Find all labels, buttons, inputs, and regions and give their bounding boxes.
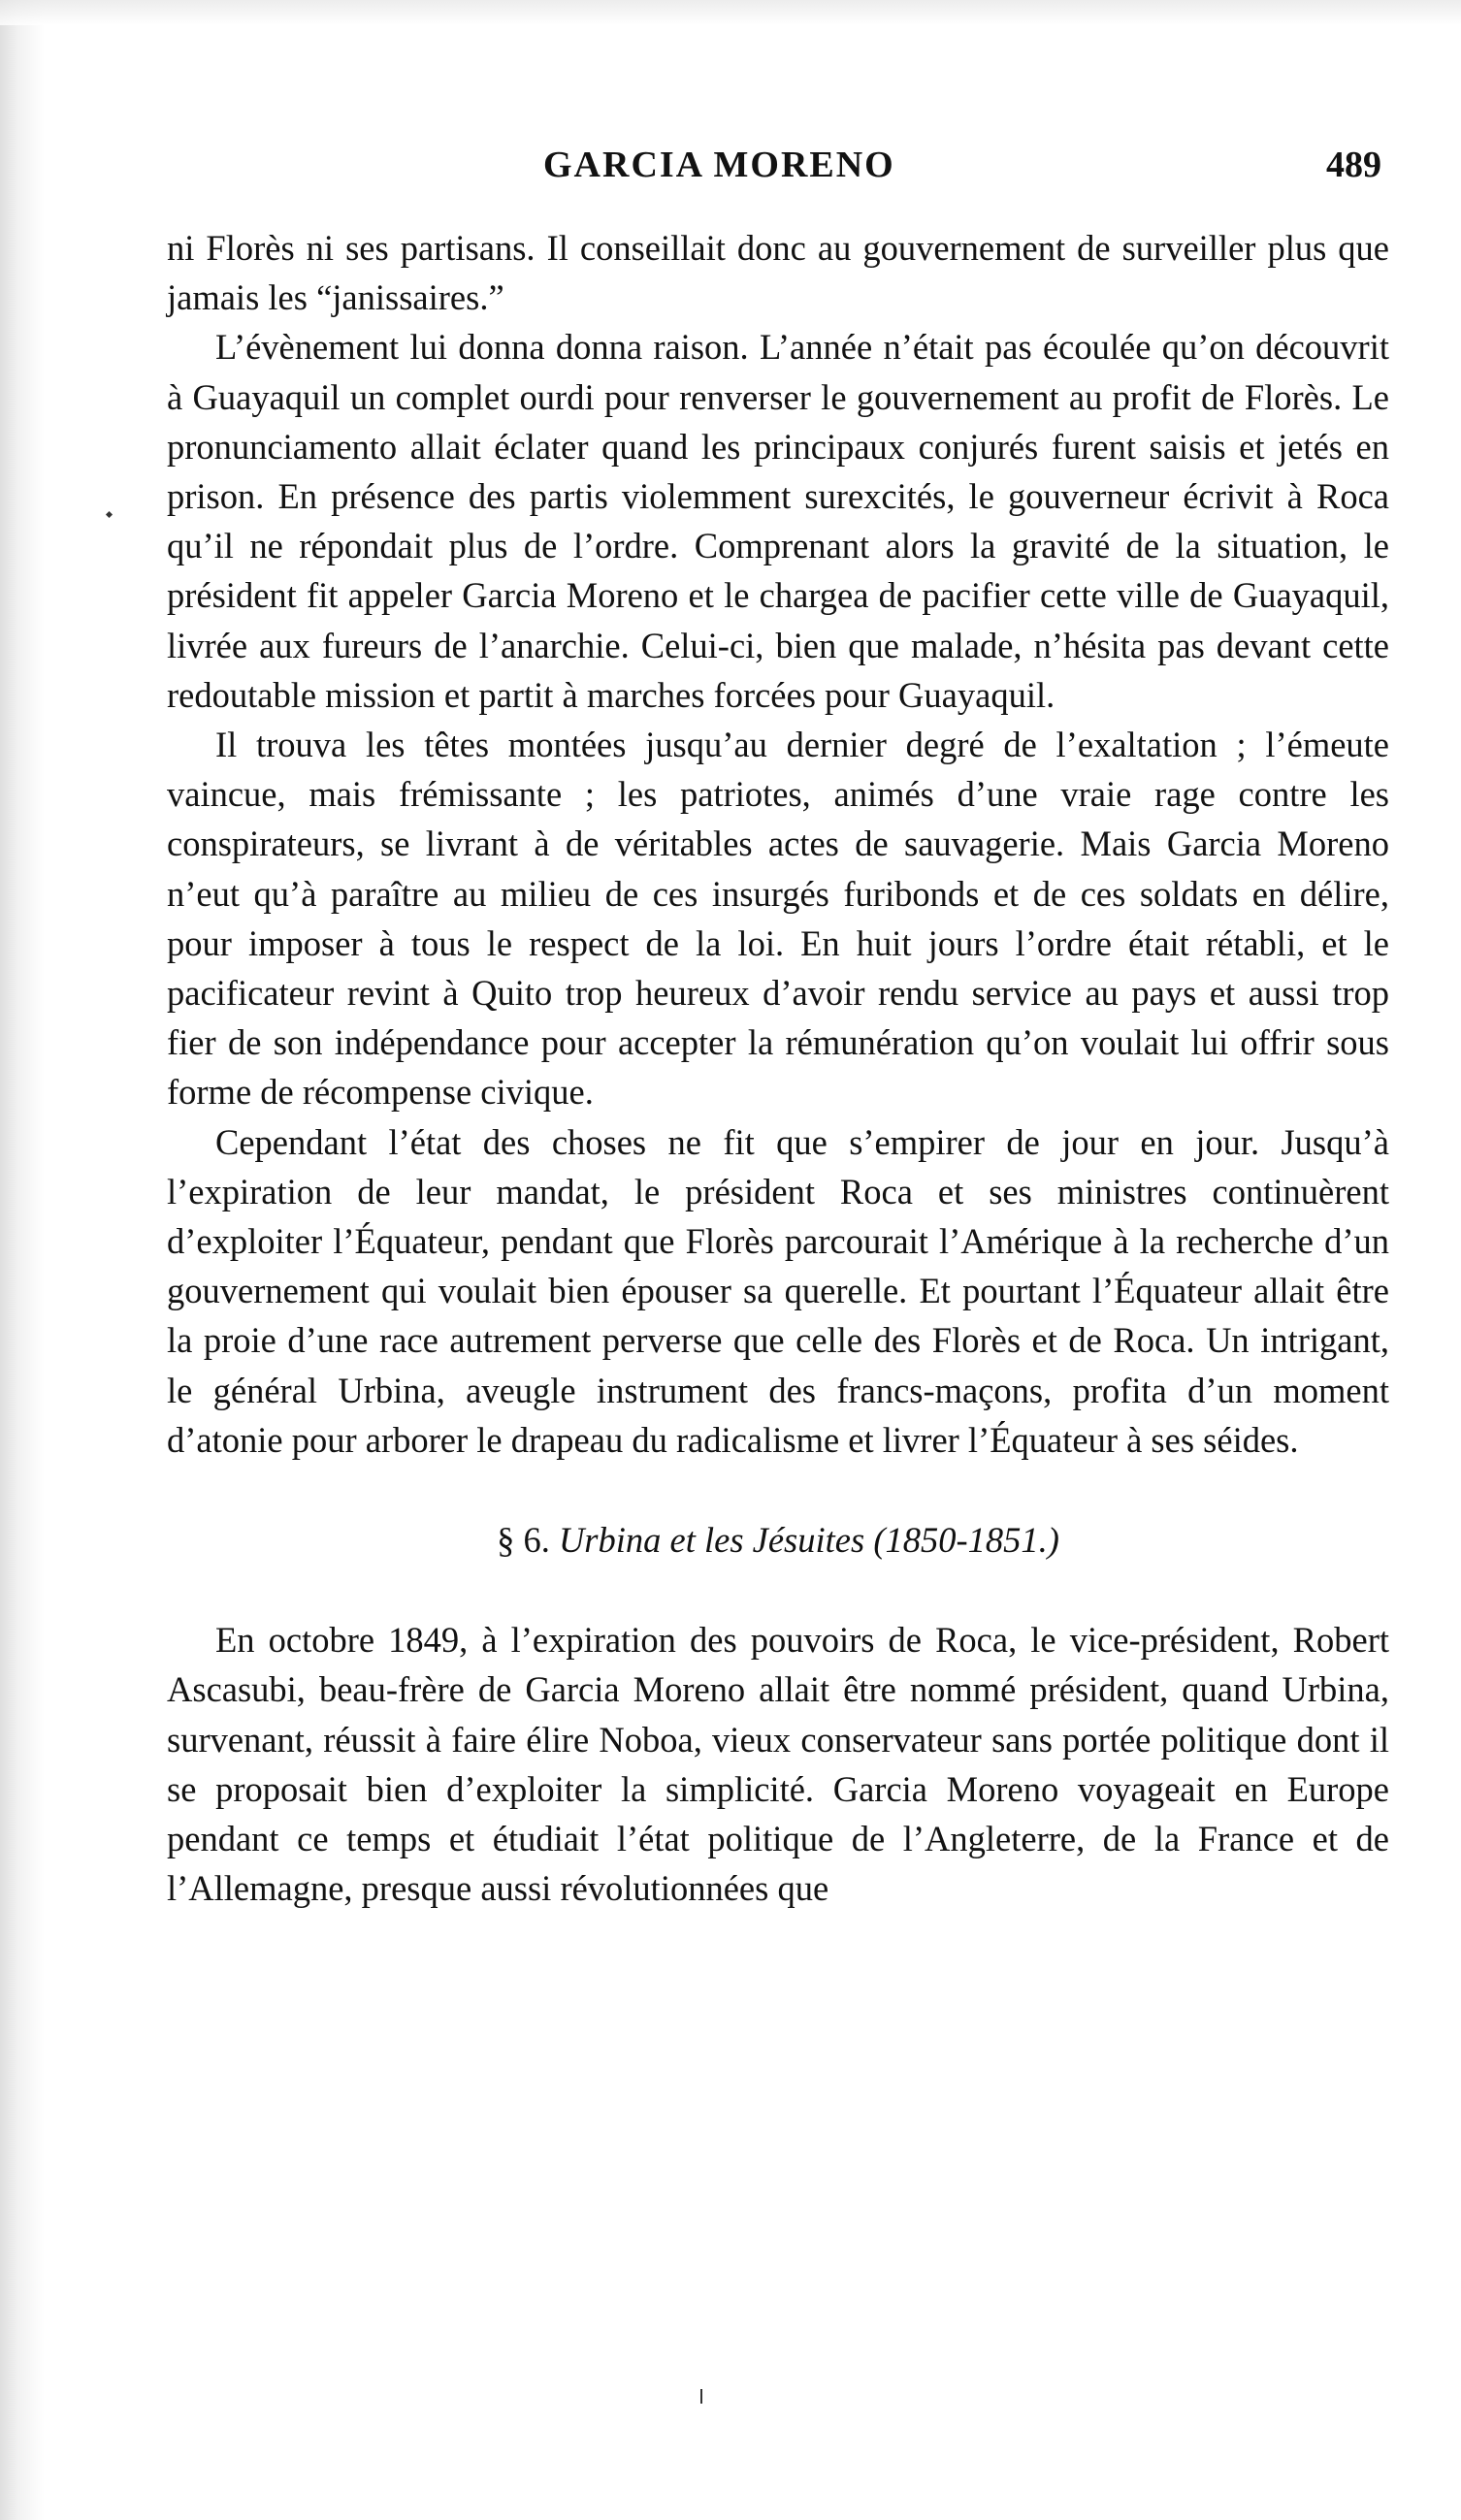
- running-head: [0, 136, 1461, 194]
- section-dates: (1850-1851.): [873, 1520, 1059, 1561]
- paragraph-4: Cependant l’état des choses ne fit que s’empirer de jour en jour. Jusqu’à l’expiration de leur mandat, le président Roca et ses ministres continuèrent d’exploiter l’Équateur, pendant que Florès parcourait l’Amérique à la recherche d’un gouvernement qui voulait bien épouser sa querelle. Et pourtant l’Équateur allait être la proie d’une race autrement perverse que celle des Florès et de Roca. Un intrigant, le général Urbina, aveugle instrument des francs-maçons, profita d’un moment d’atonie pour arborer le drapeau du radicalisme et livrer l’Équateur à ses séides.: [167, 1121, 1389, 1460]
- scan-top-shadow: [0, 0, 1461, 25]
- stray-ink-mark: [700, 2389, 702, 2404]
- paragraph-1: ni Florès ni ses partisans. Il conseillait donc au gouvernement de surveiller plus que jamais les “janissaires.”: [167, 228, 1389, 318]
- paragraph-5: En octobre 1849, à l’expiration des pouvoirs de Roca, le vice-président, Robert Ascasubi, beau-frère de Garcia Moreno allait être nommé président, quand Urbina, survenant, réussit à faire élire Noboa, vieux conservateur sans portée politique dont il se proposait bien d’exploiter la simplicité. Garcia Moreno voyageait en Europe pendant ce temps et étudiait l’état politique de l’Angleterre, de la France et de l’Allemagne, presque aussi révolutionnées que: [167, 1620, 1389, 1909]
- section-title: Urbina et les Jésuites: [558, 1520, 865, 1561]
- section-heading: [167, 1515, 1389, 1565]
- page-number: 489: [1326, 145, 1381, 185]
- margin-mark: [106, 511, 113, 518]
- paragraph-3: Il trouva les têtes montées jusqu’au dernier degré de l’exaltation ; l’émeute vaincue, mais frémissante ; les patriotes, animés d’une vraie rage contre les conspirateurs, se livrant à de véritables actes de sauvagerie. Mais Garcia Moreno n’eut qu’à paraître au milieu de ces insurgés furibonds et de ces soldats en délire, pour imposer à tous le respect de la loi. En huit jours l’ordre était rétabli, et le pacificateur revint à Quito trop heureux d’avoir rendu service au pays et aussi trop fier de son indépendance pour accepter la rémunération qu’on voulait lui offrir sous forme de récompense civique.: [167, 725, 1389, 1113]
- main-text: [167, 223, 1389, 1914]
- scan-edge-shadow: [0, 0, 45, 2520]
- section-number: § 6.: [497, 1520, 550, 1561]
- running-title: GARCIA MORENO: [543, 145, 895, 185]
- paragraph-2: L’évènement lui donna donna raison. L’année n’était pas écoulée qu’on découvrit à Guayaquil un complet ourdi pour renverser le gouvernement au profit de Florès. Le pronunciamento allait éclater quand les principaux conjurés furent saisis et jetés en prison. En présence des partis violemment surexcités, le gouverneur écrivit à Roca qu’il ne répondait plus de l’ordre. Comprenant alors la gravité de la situation, le président fit appeler Garcia Moreno et le chargea de pacifier cette ville de Guayaquil, livrée aux fureurs de l’anarchie. Celui-ci, bien que malade, n’hésita pas devant cette redoutable mission et partit à marches forcées pour Guayaquil.: [167, 327, 1389, 715]
